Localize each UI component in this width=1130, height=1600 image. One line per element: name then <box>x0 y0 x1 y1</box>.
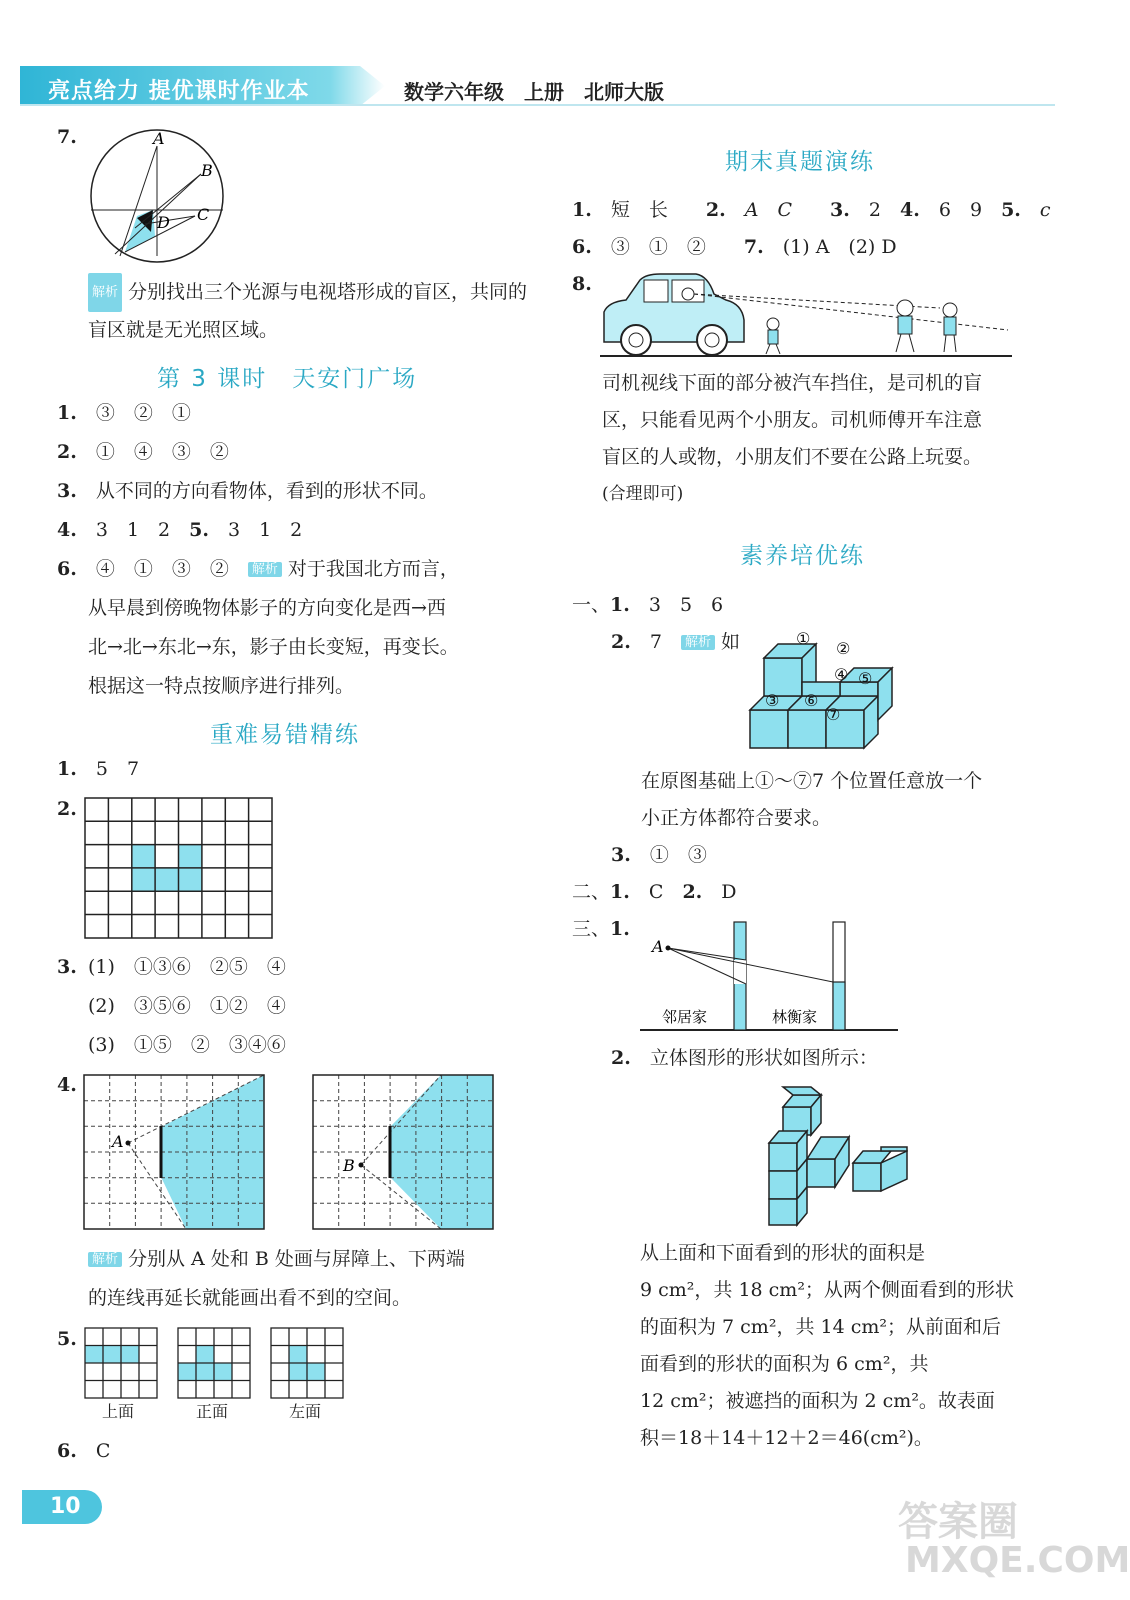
book-info: 数学六年级 上册 北师大版 <box>404 80 664 104</box>
q8-answer-line: 区，只能看见两个小朋友。司机师傅开车注意 <box>602 409 983 431</box>
q4-explanation-line: 解析 分别从 A 处和 B 处画与屏障上、下两端 <box>88 1250 465 1269</box>
answer-row: 1. 短 长 2. A C 3. 2 4. 6 9 5. c <box>572 199 1051 221</box>
page-number: 10 <box>22 1490 102 1524</box>
q3-row: (2) ③⑤⑥ ①② ④ <box>88 995 286 1017</box>
q2-grid-diagram <box>85 798 272 938</box>
caption-front-view: 正面 <box>196 1402 229 1421</box>
q4-grid-a <box>84 1075 264 1229</box>
answer-row: 三、1. <box>572 918 630 940</box>
watermark-url: MXQE.COM <box>905 1540 1130 1581</box>
jiexi-badge: 解析 <box>88 273 122 312</box>
q4-number: 4. <box>57 1074 77 1096</box>
q5-number: 5. <box>57 1328 77 1350</box>
q4-grid-b <box>313 1075 493 1229</box>
watermark-logo: 答案圈 <box>898 1499 1018 1545</box>
q2-number: 2. <box>57 798 77 820</box>
q3-number: 3. <box>57 956 77 978</box>
section-title-literacy: 素养培优练 <box>740 543 865 569</box>
label-a: A <box>153 129 165 148</box>
section-title-lesson3: 第 3 课时 天安门广场 <box>157 366 418 392</box>
header-rule <box>20 104 1055 106</box>
answer-row: 2. 立体图形的形状如图所示： <box>611 1047 878 1069</box>
answer-row: 6. ④ ① ③ ② 解析 对于我国北方而言， <box>57 558 459 580</box>
p2-explanation-line: 小正方体都符合要求。 <box>641 807 832 829</box>
q5-view-left <box>271 1328 343 1398</box>
circle-1: ① <box>796 629 811 648</box>
p6-explanation-line: 12 cm²；被遮挡的面积为 2 cm²。故表面 <box>640 1390 995 1412</box>
answer-row: 一、1. 3 5 6 <box>572 594 724 616</box>
answer-row: 1. 5 7 <box>57 758 140 780</box>
circle-3: ③ <box>765 691 780 710</box>
circle-5: ⑤ <box>858 669 873 688</box>
answer-row: 二、1. C 2. D <box>572 881 737 903</box>
q6-explanation-line: 根据这一特点按顺序进行排列。 <box>88 675 355 697</box>
p6-explanation-line: 9 cm²，共 18 cm²；从两个侧面看到的形状 <box>640 1279 1014 1301</box>
q8-car-diagram <box>600 272 1012 358</box>
circle-6: ⑥ <box>804 691 819 710</box>
circle-4: ④ <box>834 665 849 684</box>
q8-number: 8. <box>572 273 592 295</box>
answer-row: 3. ① ③ <box>611 844 707 866</box>
q6-explanation-line: 北→北→东北→东，影子由长变短，再变长。 <box>88 636 459 658</box>
caption-left-view: 左面 <box>289 1402 322 1421</box>
answer-row: 1. ③ ② ① <box>57 402 191 424</box>
circle-7: ⑦ <box>826 705 841 724</box>
q3-row: (1) ①③⑥ ②⑤ ④ <box>88 956 286 978</box>
q8-answer-line: 盲区的人或物，小朋友们不要在公路上玩耍。 <box>602 446 983 468</box>
answer-row: 4. 3 1 2 5. 3 1 2 <box>57 519 303 541</box>
circle-2: ② <box>836 639 851 658</box>
brand-title: 亮点给力 提优课时作业本 <box>48 79 310 104</box>
q7-explanation: 解析 分别找出三个光源与电视塔形成的盲区，共同的盲区就是无光照区域。 <box>88 273 533 349</box>
label-d: D <box>157 213 170 232</box>
answer-row: 3. 从不同的方向看物体，看到的形状不同。 <box>57 480 438 502</box>
answer-row: 6. C <box>57 1440 111 1462</box>
q7-circle-diagram <box>85 128 230 263</box>
label-c: C <box>197 205 210 224</box>
p2-cube-diagram <box>750 630 900 755</box>
label-point-b: B <box>343 1156 355 1175</box>
q4-explanation-line: 的连线再延长就能画出看不到的空间。 <box>88 1287 412 1309</box>
p6-explanation-line: 积＝18＋14＋12＋2＝46(cm²)。 <box>640 1427 933 1449</box>
p5-building-diagram <box>640 920 900 1032</box>
q5-view-top <box>85 1328 157 1398</box>
label-lin-home: 林衡家 <box>772 1008 818 1026</box>
q5-view-front <box>178 1328 250 1398</box>
p2-explanation-line: 在原图基础上①～⑦7 个位置任意放一个 <box>641 770 983 792</box>
q7-number: 7. <box>57 126 77 148</box>
section-title-difficult: 重难易错精练 <box>210 722 360 748</box>
q6-explanation-line: 从早晨到傍晚物体影子的方向变化是西→西 <box>88 597 446 619</box>
label-b: B <box>201 161 213 180</box>
p6-solid-diagram <box>765 1085 915 1225</box>
label-neighbor-home: 邻居家 <box>662 1008 708 1026</box>
q3-row: (3) ①⑤ ② ③④⑥ <box>88 1034 286 1056</box>
label-point-a: A <box>112 1132 124 1151</box>
section-title-final-exam: 期末真题演练 <box>725 149 875 175</box>
answer-row: 2. 7 解析 如 <box>611 631 740 653</box>
q8-answer-note: (合理即可) <box>602 484 684 504</box>
p6-explanation-line: 面看到的形状的面积为 6 cm²，共 <box>640 1353 929 1375</box>
label-point-a: A <box>652 937 664 956</box>
caption-top-view: 上面 <box>102 1402 135 1421</box>
answer-row: 2. ① ④ ③ ② <box>57 441 229 463</box>
q8-answer-line: 司机视线下面的部分被汽车挡住，是司机的盲 <box>602 372 983 394</box>
answer-row: 6. ③ ① ② 7. (1) A (2) D <box>572 236 897 258</box>
p6-explanation-line: 从上面和下面看到的形状的面积是 <box>640 1242 926 1264</box>
p6-explanation-line: 的面积为 7 cm²，共 14 cm²；从前面和后 <box>640 1316 1001 1338</box>
